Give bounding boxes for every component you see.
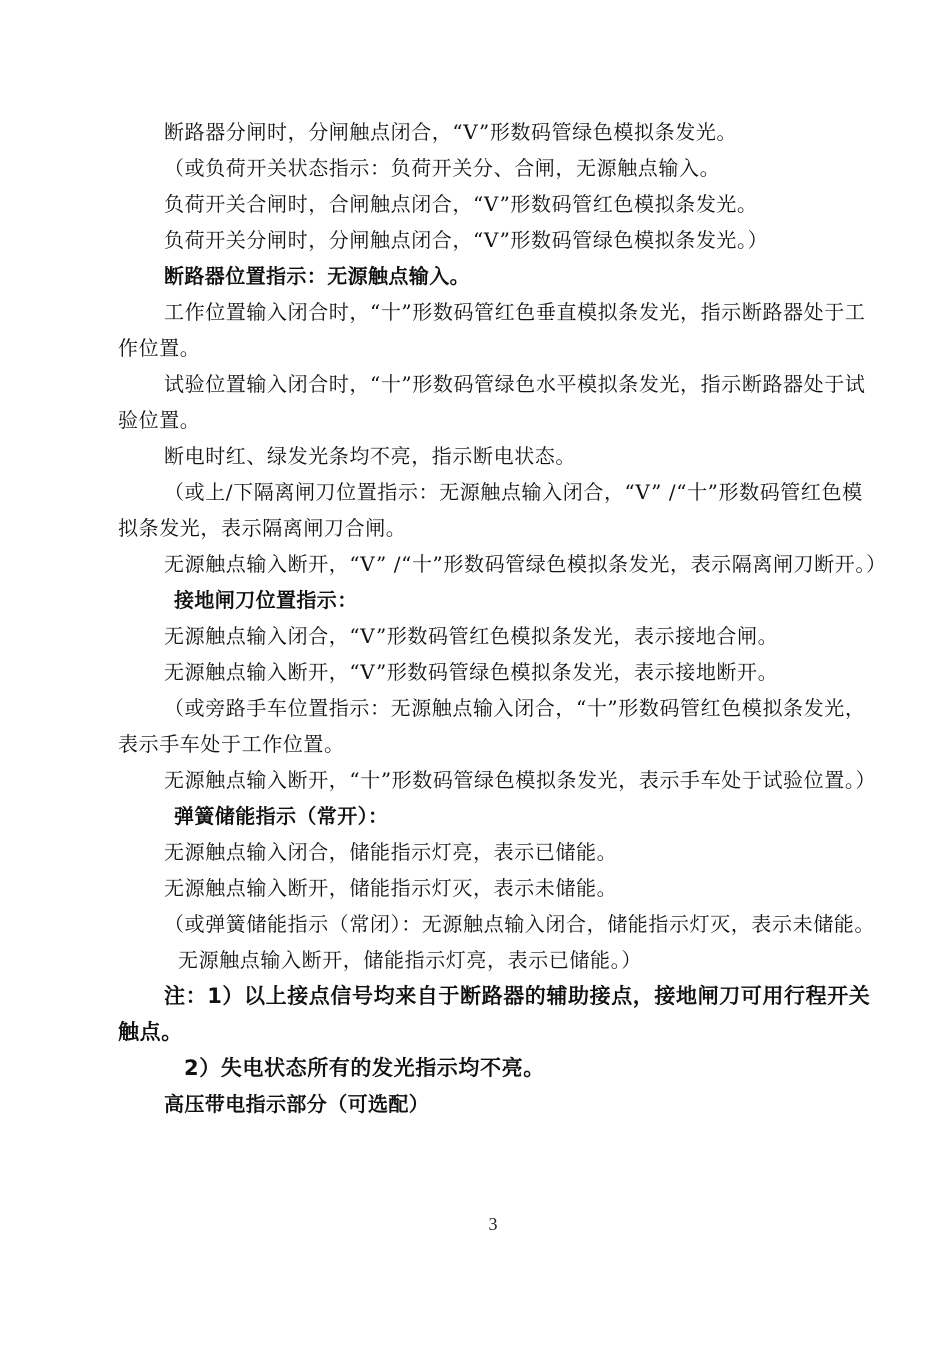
paragraph-spring-open: 无源触点输入断开，储能指示灯灭，表示未储能。 [164, 876, 618, 900]
paragraph-spring-nc-open: 无源触点输入断开，储能指示灯亮，表示已储能。） [178, 948, 642, 972]
paragraph-work-position: 工作位置输入闭合时，“十”形数码管红色垂直模拟条发光，指示断路器处于工作位置。 [118, 300, 866, 360]
paragraph-test-position: 试验位置输入闭合时，“十”形数码管绿色水平模拟条发光，指示断路器处于试验位置。 [118, 372, 866, 432]
paragraph-load-switch-close: 负荷开关合闸时，合闸触点闭合，“V”形数码管红色模拟条发光。 [164, 192, 758, 216]
paragraph-bypass-cart-open: 无源触点输入断开，“十”形数码管绿色模拟条发光，表示手车处于试验位置。） [164, 768, 877, 792]
document-body [118, 114, 887, 1122]
note-1: 注：1）以上接点信号均来自于断路器的辅助接点，接地闸刀可用行程开关触点。 [118, 984, 871, 1044]
paragraph-isolator-open: 无源触点输入断开，“V” /“十”形数码管绿色模拟条发光，表示隔离闸刀断开。） [164, 552, 887, 576]
paragraph-earth-open: 无源触点输入断开，“V”形数码管绿色模拟条发光，表示接地断开。 [164, 660, 779, 684]
heading-hv-indicator: 高压带电指示部分（可选配） [164, 1092, 430, 1116]
paragraph-spring-nc: （或弹簧储能指示（常闭）：无源触点输入闭合，储能指示灯灭，表示未储能。 [164, 912, 875, 936]
paragraph-isolator-close: （或上/下隔离闸刀位置指示：无源触点输入闭合，“V” /“十”形数码管红色模拟条发光，表示隔离闸刀合闸。 [118, 480, 863, 540]
heading-spring-charge-no: 弹簧储能指示（常开）： [174, 804, 389, 828]
page-number: 3 [488, 1214, 498, 1234]
paragraph-bypass-cart: （或旁路手车位置指示：无源触点输入闭合，“十”形数码管红色模拟条发光，表示手车处于工作位置。 [118, 696, 866, 756]
note-2: 2）失电状态所有的发光指示均不亮。 [184, 1056, 545, 1080]
heading-earth-switch: 接地闸刀位置指示： [174, 588, 358, 612]
paragraph-power-off: 断电时红、绿发光条均不亮，指示断电状态。 [164, 444, 576, 468]
paragraph-load-switch-open: 负荷开关分闸时，分闸触点闭合，“V”形数码管绿色模拟条发光。） [164, 228, 769, 252]
paragraph-earth-close: 无源触点输入闭合，“V”形数码管红色模拟条发光，表示接地合闸。 [164, 624, 779, 648]
paragraph-spring-close: 无源触点输入闭合，储能指示灯亮，表示已储能。 [164, 840, 618, 864]
heading-breaker-position: 断路器位置指示：无源触点输入。 [164, 264, 470, 288]
paragraph-breaker-open: 断路器分闸时，分闸触点闭合，“V”形数码管绿色模拟条发光。 [164, 120, 738, 144]
paragraph-load-switch-status: （或负荷开关状态指示：负荷开关分、合闸，无源触点输入。 [164, 156, 721, 180]
